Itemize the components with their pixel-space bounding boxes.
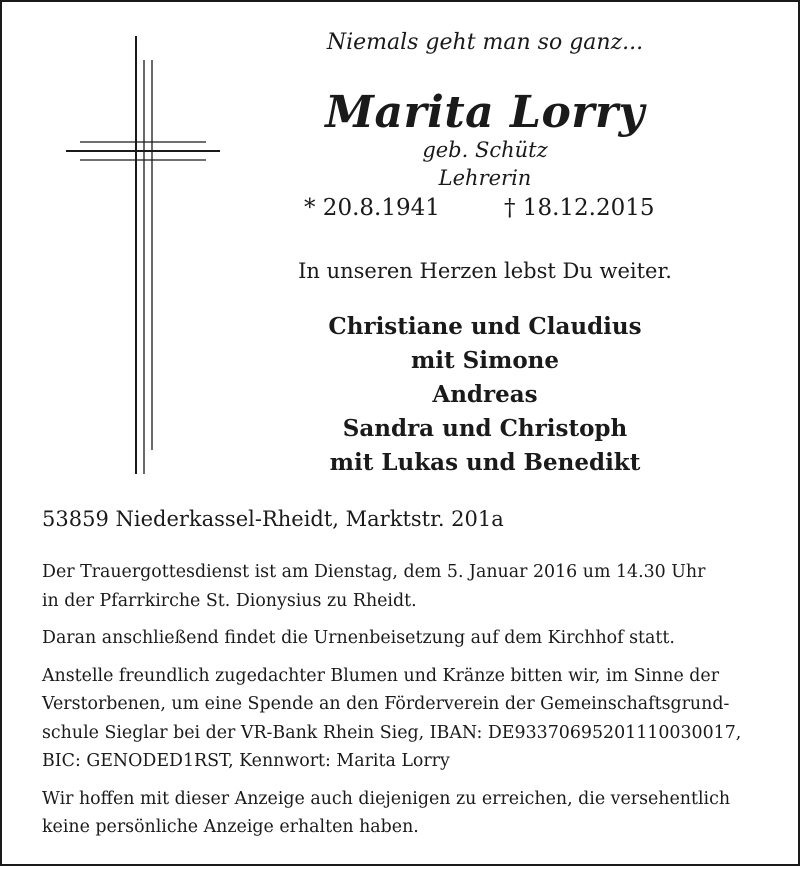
family-address: 53859 Niederkassel-Rheidt, Marktstr. 201a: [42, 507, 504, 531]
cross-icon: [64, 36, 222, 474]
mourner-line: mit Lukas und Benedikt: [329, 449, 641, 476]
birth-name: geb. Schütz: [422, 138, 548, 162]
paragraph-line: schule Sieglar bei der VR-Bank Rhein Sieg, IBAN: DE93370695201110030017,: [42, 722, 742, 743]
paragraph-line: in der Pfarrkirche St. Dionysius zu Rheidt.: [42, 590, 417, 611]
birth-date: * 20.8.1941: [304, 195, 440, 221]
mourner-line: Sandra und Christoph: [342, 415, 628, 442]
notice-details: [42, 558, 764, 851]
paragraph-line: keine persönliche Anzeige erhalten haben.: [42, 817, 419, 837]
mourner-line: Christiane und Claudius: [328, 313, 642, 340]
service-paragraph: [42, 558, 764, 615]
paragraph-line: BIC: GENODED1RST, Kennwort: Marita Lorry: [42, 751, 450, 771]
donation-paragraph: [42, 662, 764, 776]
burial-paragraph: [42, 624, 764, 653]
motto: Niemals geht man so ganz...: [326, 30, 644, 55]
death-date: † 18.12.2015: [504, 195, 655, 221]
mourner-line: mit Simone: [410, 347, 560, 374]
paragraph-line: Anstelle freundlich zugedachter Blumen und Kränze bitten wir, im Sinne der: [42, 665, 720, 686]
mourner-line: Andreas: [432, 381, 538, 408]
profession: Lehrerin: [438, 166, 532, 190]
paragraph-line: Der Trauergottesdienst ist am Dienstag, dem 5. Januar 2016 um 14.30 Uhr: [42, 562, 706, 582]
paragraph-line: Wir hoffen mit dieser Anzeige auch diejenigen zu erreichen, die versehentlich: [42, 788, 731, 809]
paragraph-line: Daran anschließend findet die Urnenbeisetzung auf dem Kirchhof statt.: [42, 628, 675, 648]
memorial-quote: In unseren Herzen lebst Du weiter.: [298, 259, 672, 283]
deceased-name: Marita Lorry: [325, 87, 645, 138]
mourners-list: [250, 310, 720, 480]
closing-paragraph: [42, 785, 764, 842]
paragraph-line: Verstorbenen, um eine Spende an den Förderverein der Gemeinschaftsgrund-: [42, 694, 730, 714]
